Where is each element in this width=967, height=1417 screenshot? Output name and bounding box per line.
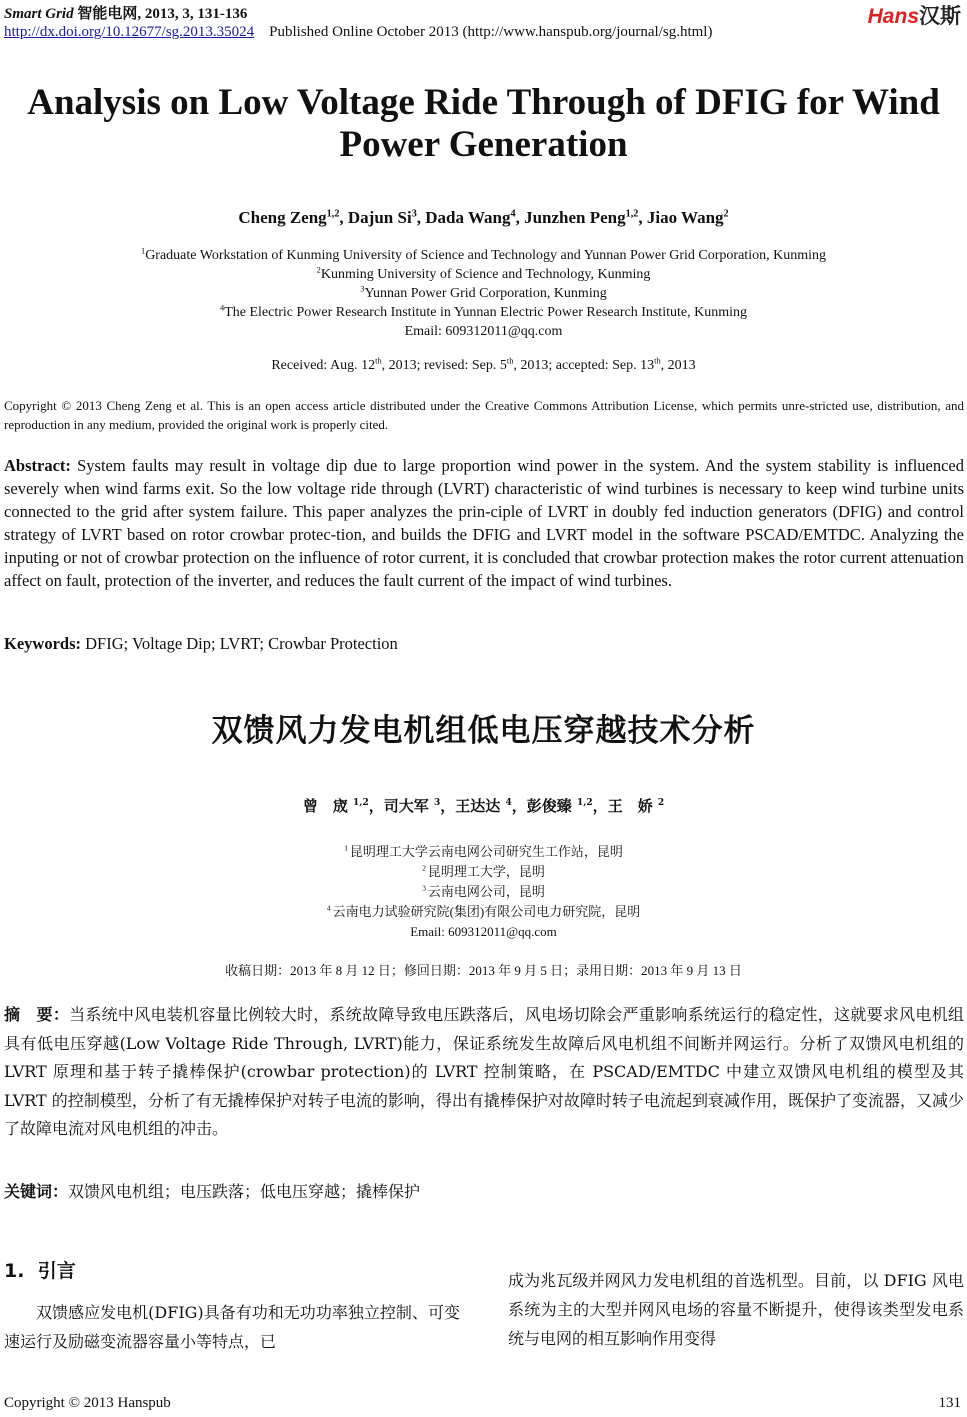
doi-line bbox=[4, 24, 712, 41]
affiliation-en: $^3$Yunnan Power Grid Corporation, Kunming bbox=[360, 284, 607, 301]
affiliation-cn: $^4$ 云南电力试验研究院(集团)有限公司电力研究院，昆明 bbox=[326, 903, 641, 919]
abstract-text: System faults may result in voltage dip due to large proportion wind power in the system. And the system stability is influenced severely when wind farms exit. So the low voltage ride through (LVRT) characteristic of wind turbines is necessary to keep wind turbine units connected to the grid after system failure. This paper analyzes the prin-ciple of LVRT in doubly fed induction generators (DFIG) and control strategy of LVRT based on rotor crowbar protec-tion, and builds the DFIG and LVRT model in the software PSCAD/EMTDC. Analyzing the inputing or not of crowbar protection on the influence of rotor current, it is concluded that crowbar protection makes the rotor current attenuation affect on fault, protection of the inverter, and reduces the fault current of the impact of wind turbines. bbox=[4, 456, 964, 590]
published-online: Published Online October 2013 (http://www.hanspub.org/journal/sg.html) bbox=[269, 24, 713, 40]
affiliation-cn: $^1$ 昆明理工大学云南电网公司研究生工作站，昆明 bbox=[344, 843, 623, 859]
authors-en: Cheng Zeng$^{1,2}$, Dajun Si$^3$, Dada Wang$^4$, Junzhen Peng$^{1,2}$, Jiao Wang$^2$ bbox=[238, 208, 729, 227]
section-title: 引言 bbox=[37, 1260, 76, 1282]
author-en: Dajun Si$^3$ bbox=[347, 208, 417, 227]
abstract-cn-text: 当系统中风电装机容量比例较大时，系统故障导致电压跌落后，风电场切除会严重影响系统运行的稳定性，这就要求风电机组具有低电压穿越(Low Voltage Ride Through, LVRT)能力，保证系统发生故障后风电机组不间断并网运行。分析了双馈风电机组的 LVRT 原理和基于转子撬棒保护(crowbar protection)的 LVRT 控制策略，在 PSCAD/EMTDC 中建立双馈风电机组的模型及其 LVRT 的控制模型，分析了有无撬棒保护对转子电流的影响，得出有撬棒保护对故障时转子电流起到衰减作用，既保护了变流器，又减少了故障电流对风电机组的冲击。 bbox=[4, 1005, 964, 1138]
author-separator: ， bbox=[368, 797, 384, 815]
abstract-label: Abstract: bbox=[4, 456, 71, 475]
author-separator: ， bbox=[592, 797, 608, 815]
keywords-label: Keywords: bbox=[4, 634, 81, 653]
journal-info: 智能电网, 2013, 3, 131-136 bbox=[77, 6, 248, 22]
author-en: Dada Wang$^4$ bbox=[425, 208, 516, 227]
dates-cn: 收稿日期：2013 年 8 月 12 日；修回日期：2013 年 9 月 5 日；录用日期：2013 年 9 月 13 日 bbox=[225, 963, 742, 978]
abstract-cn bbox=[4, 1001, 964, 1144]
footer-copyright: Copyright © 2013 Hanspub bbox=[4, 1395, 171, 1411]
author-cn: 曾 宬 $^{1,2}$ bbox=[302, 797, 369, 815]
email-cn: Email: 609312011@qq.com bbox=[410, 924, 557, 939]
affiliation-en: $^1$Graduate Workstation of Kunming University of Science and Technology and Yunnan Power Grid Corporation, Kunming bbox=[141, 246, 826, 263]
intro-left-column bbox=[4, 1298, 460, 1356]
intro-left-text: 双馈感应发电机(DFIG)具备有功和无功功率独立控制、可变速运行及励磁变流器容量小等特点，已 bbox=[4, 1303, 460, 1351]
keywords-cn-label: 关键词： bbox=[4, 1182, 69, 1201]
abstract-en bbox=[4, 454, 964, 592]
author-cn: 王 娇 $^2$ bbox=[607, 797, 665, 815]
section-number: 1. bbox=[4, 1260, 25, 1282]
author-separator: ， bbox=[440, 797, 456, 815]
abstract-cn-label: 摘 要： bbox=[4, 1005, 70, 1024]
email-en: Email: 609312011@qq.com bbox=[404, 324, 563, 339]
logo-text-en: Hans bbox=[867, 5, 919, 28]
logo-text-cn: 汉斯 bbox=[919, 5, 961, 28]
affiliations-cn bbox=[0, 842, 967, 942]
affiliation-cn: $^3$ 云南电网公司，昆明 bbox=[422, 883, 545, 899]
author-cn: 王达达 $^4$ bbox=[455, 797, 512, 815]
section-heading bbox=[4, 1256, 76, 1283]
page-number: 131 bbox=[938, 1395, 961, 1411]
author-en: Junzhen Peng$^{1,2}$ bbox=[524, 208, 639, 227]
paper-title-cn: 双馈风力发电机组低电压穿越技术分析 bbox=[211, 713, 756, 749]
authors-cn bbox=[0, 795, 967, 816]
journal-header bbox=[4, 2, 247, 23]
affiliation-cn: $^2$ 昆明理工大学，昆明 bbox=[422, 863, 545, 879]
author-en: Jiao Wang$^2$ bbox=[646, 208, 729, 227]
doi-link[interactable]: http://dx.doi.org/10.12677/sg.2013.35024 bbox=[4, 24, 255, 40]
affiliations-en bbox=[0, 246, 967, 341]
author-cn: 司大军 $^3$ bbox=[383, 797, 441, 815]
author-separator: ， bbox=[511, 797, 527, 815]
author-en: Cheng Zeng$^{1,2}$ bbox=[238, 208, 340, 227]
keywords-en bbox=[4, 634, 398, 654]
keywords-cn bbox=[4, 1179, 420, 1202]
author-cn: 彭俊臻 $^{1,2}$ bbox=[526, 797, 593, 815]
intro-right-column: 成为兆瓦级并网风力发电机组的首选机型。目前，以 DFIG 风电系统为主的大型并网风电场的容量不断提升，使得该类型发电系统与电网的相互影响作用变得 bbox=[508, 1271, 964, 1348]
paper-title-en: Analysis on Low Voltage Ride Through of DFIG for Wind Power Generation bbox=[27, 82, 940, 165]
keywords-text: DFIG; Voltage Dip; LVRT; Crowbar Protection bbox=[85, 634, 398, 653]
journal-name: Smart Grid bbox=[4, 6, 74, 22]
copyright-notice: Copyright © 2013 Cheng Zeng et al. This is an open access article distributed under the Creative Commons Attribution License, which permits unre-stricted use, distribution, and reproduction in any medium, provided the original work is properly cited. bbox=[4, 398, 964, 432]
dates-en: Received: Aug. 12th, 2013; revised: Sep. 5th, 2013; accepted: Sep. 13th, 2013 bbox=[271, 356, 696, 373]
hans-logo bbox=[868, 0, 961, 30]
affiliation-en: $^2$Kunming University of Science and Technology, Kunming bbox=[316, 265, 651, 282]
affiliation-en: $^4$The Electric Power Research Institute in Yunnan Electric Power Research Institute, Kunming bbox=[220, 303, 747, 320]
keywords-cn-text: 双馈风电机组；电压跌落；低电压穿越；撬棒保护 bbox=[68, 1182, 421, 1201]
